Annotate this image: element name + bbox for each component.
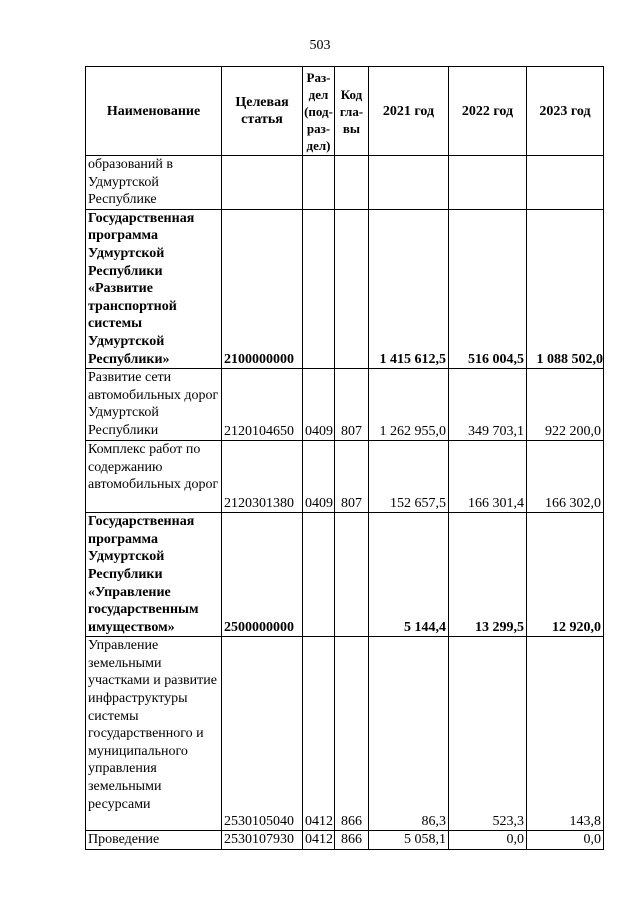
row-name: Государственная программа Удмуртской Республики «Управление государственным имуществом» xyxy=(86,513,222,637)
row-2023: 12 920,0 xyxy=(527,513,604,637)
row-2023: 922 200,0 xyxy=(527,369,604,441)
row-target: 2100000000 xyxy=(222,209,303,368)
row-chapter: 866 xyxy=(335,831,369,850)
header-2022: 2022 год xyxy=(449,67,527,156)
row-section: 0409 xyxy=(303,369,335,441)
row-chapter: 807 xyxy=(335,369,369,441)
row-2021: 1 415 612,5 xyxy=(369,209,449,368)
row-name: образований в Удмуртской Республике xyxy=(86,156,222,210)
header-section: Раз-дел (под-раз-дел) xyxy=(303,67,335,156)
row-2022: 523,3 xyxy=(449,637,527,831)
row-name: Государственная программа Удмуртской Республики «Развитие транспортной системы Удмуртской Республики» xyxy=(86,209,222,368)
row-target: 2530105040 xyxy=(222,637,303,831)
row-chapter xyxy=(335,156,369,210)
table-row xyxy=(86,441,604,513)
row-chapter xyxy=(335,209,369,368)
row-section: 0409 xyxy=(303,441,335,513)
row-2022: 349 703,1 xyxy=(449,369,527,441)
row-2023: 0,0 xyxy=(527,831,604,850)
row-target: 2120301380 xyxy=(222,441,303,513)
row-name: Управление земельными участками и развитие инфраструктуры системы государственного и муниципального управления земельными ресурсами xyxy=(86,637,222,831)
row-2021: 1 262 955,0 xyxy=(369,369,449,441)
row-chapter xyxy=(335,513,369,637)
header-row xyxy=(86,67,604,156)
table-row xyxy=(86,637,604,831)
page-number: 503 xyxy=(309,38,331,53)
table-row xyxy=(86,209,604,368)
header-name: Наименование xyxy=(86,67,222,156)
table-row xyxy=(86,369,604,441)
row-name: Развитие сети автомобильных дорог Удмуртской Республики xyxy=(86,369,222,441)
row-2021: 5 144,4 xyxy=(369,513,449,637)
row-2022 xyxy=(449,156,527,210)
row-2022: 516 004,5 xyxy=(449,209,527,368)
row-2022: 0,0 xyxy=(449,831,527,850)
header-2023: 2023 год xyxy=(527,67,604,156)
row-2023: 143,8 xyxy=(527,637,604,831)
row-target: 2120104650 xyxy=(222,369,303,441)
row-2023 xyxy=(527,156,604,210)
row-name: Проведение xyxy=(86,831,222,850)
row-chapter: 807 xyxy=(335,441,369,513)
row-2021: 5 058,1 xyxy=(369,831,449,850)
header-2021: 2021 год xyxy=(369,67,449,156)
row-chapter: 866 xyxy=(335,637,369,831)
row-section: 0412 xyxy=(303,637,335,831)
row-2021: 152 657,5 xyxy=(369,441,449,513)
row-target: 2530107930 xyxy=(222,831,303,850)
row-target: 2500000000 xyxy=(222,513,303,637)
table-row xyxy=(86,831,604,850)
row-section: 0412 xyxy=(303,831,335,850)
row-2023: 166 302,0 xyxy=(527,441,604,513)
row-2023: 1 088 502,0 xyxy=(527,209,604,368)
row-2022: 13 299,5 xyxy=(449,513,527,637)
row-target xyxy=(222,156,303,210)
row-section xyxy=(303,513,335,637)
row-2022: 166 301,4 xyxy=(449,441,527,513)
header-target: Целевая статья xyxy=(222,67,303,156)
row-2021 xyxy=(369,156,449,210)
header-chapter: Код гла-вы xyxy=(335,67,369,156)
row-section xyxy=(303,209,335,368)
table-row xyxy=(86,513,604,637)
table-row xyxy=(86,156,604,210)
row-2021: 86,3 xyxy=(369,637,449,831)
row-section xyxy=(303,156,335,210)
row-name: Комплекс работ по содержанию автомобильных дорог xyxy=(86,441,222,513)
budget-table xyxy=(85,66,604,850)
